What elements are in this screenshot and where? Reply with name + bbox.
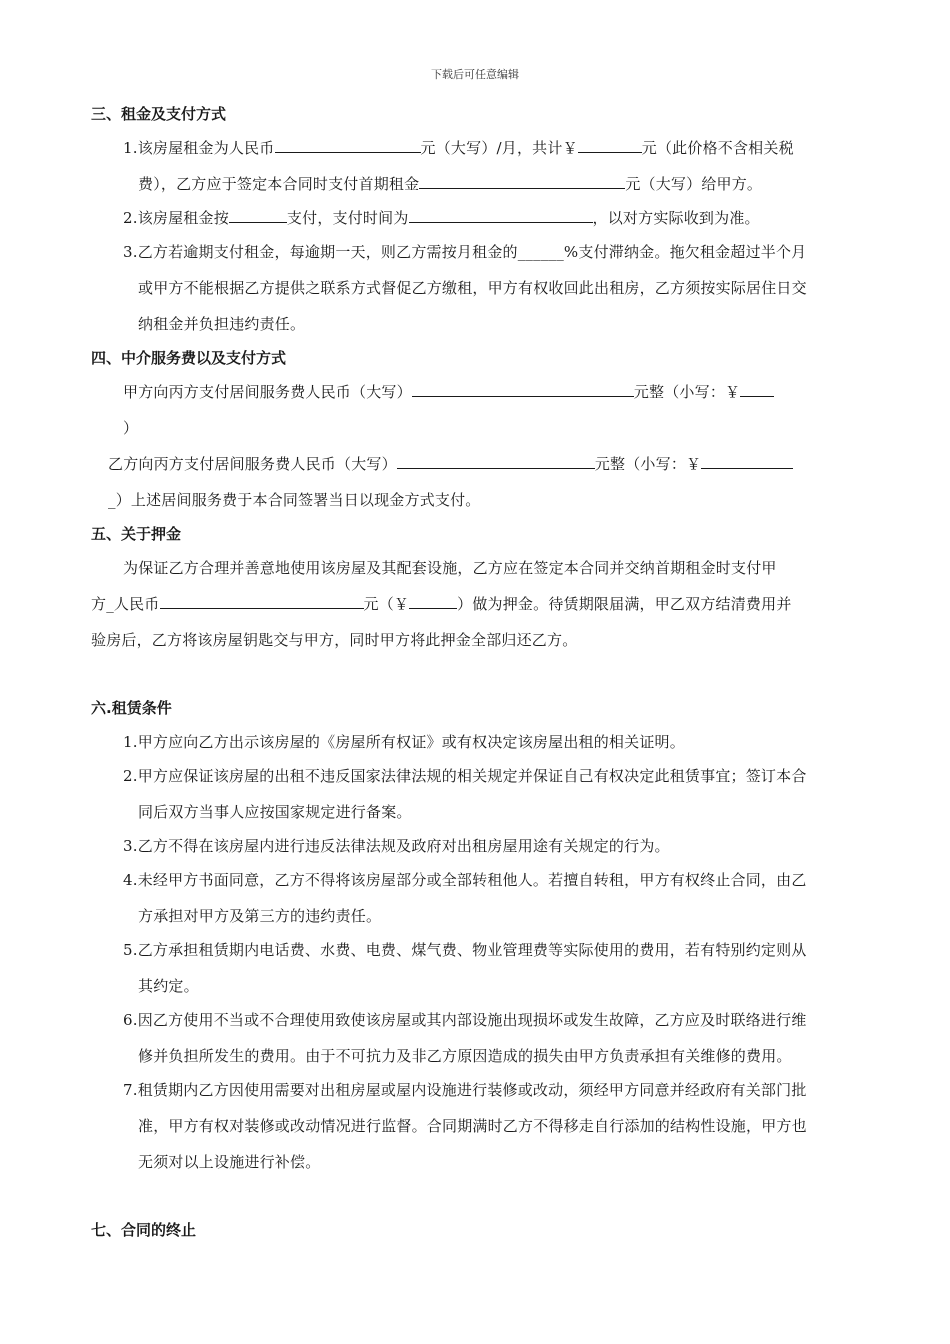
s4-line-2: ） — [123, 419, 139, 437]
s4-line-3 — [108, 453, 793, 474]
header-note: 下载后可任意编辑 — [431, 68, 519, 81]
section-7-title: 七、合同的终止 — [91, 1221, 197, 1239]
s6-line: 其约定。 — [138, 977, 199, 995]
s3-line-1-text-b: 元（大写）/月，共计￥ — [420, 139, 578, 157]
blank-fee-a-words[interactable] — [412, 381, 634, 397]
s3-line-1 — [123, 137, 794, 158]
s5-line-2 — [91, 593, 792, 614]
s5-line-2-text-c: ）做为押金。待赁期限届满，甲乙双方结清费用并 — [457, 595, 792, 613]
s3-line-3-text-c: ，以对方实际收到为准。 — [592, 209, 760, 227]
s3-line-3-text-a: 2.该房屋租金按 — [123, 209, 229, 227]
s5-line-2-text-b: 元（￥ — [363, 595, 410, 613]
blank-first-rent-words[interactable] — [419, 173, 625, 189]
s3-line-3 — [123, 207, 760, 228]
s3-line-1-text-a: 1.该房屋租金为人民币 — [123, 139, 275, 157]
s6-line: 准，甲方有权对装修或改动情况进行监督。合同期满时乙方不得移走自行添加的结构性设施，甲方也 — [138, 1117, 807, 1135]
blank-total-rent[interactable] — [578, 137, 642, 153]
blank-payment-period[interactable] — [229, 207, 287, 223]
blank-fee-b-words[interactable] — [397, 453, 595, 469]
s3-line-2 — [138, 173, 762, 194]
s3-line-3-text-b: 支付，支付时间为 — [286, 209, 409, 227]
s6-line: 方承担对甲方及第三方的违约责任。 — [138, 907, 382, 925]
s6-line: 3.乙方不得在该房屋内进行违反法律法规及政府对出租房屋用途有关规定的行为。 — [123, 837, 670, 855]
s3-line-2-text-a: 费），乙方应于签定本合同时支付首期租金 — [138, 175, 420, 193]
s6-line: 7.租赁期内乙方因使用需要对出租房屋或屋内设施进行装修或改动，须经甲方同意并经政府有关部门批 — [123, 1081, 807, 1099]
s4-line-4-text-a: _ — [108, 491, 116, 509]
s6-line: 6.因乙方使用不当或不合理使用致使该房屋或其内部设施出现损坏或发生故障，乙方应及时联络进行维 — [123, 1011, 807, 1029]
blank-payment-time[interactable] — [409, 207, 593, 223]
blank-deposit-number[interactable] — [409, 593, 457, 609]
s6-line: 4.未经甲方书面同意，乙方不得将该房屋部分或全部转租他人。若擅自转租，甲方有权终止合同，由乙 — [123, 871, 807, 889]
section-4-title: 四、中介服务费以及支付方式 — [91, 349, 287, 367]
blank-deposit-words[interactable] — [160, 593, 364, 609]
s4-line-1 — [123, 381, 774, 402]
s4-line-3-text-a: 乙方向丙方支付居间服务费人民币（大写） — [108, 455, 397, 473]
s6-line: 修并负担所发生的费用。由于不可抗力及非乙方原因造成的损失由甲方负责承担有关维修的费用。 — [138, 1047, 792, 1065]
s3-line-1-text-c: 元（此价格不含相关税 — [641, 139, 794, 157]
section-6-title: 六.租赁条件 — [91, 699, 172, 717]
s3-line-4: 3.乙方若逾期支付租金，每逾期一天，则乙方需按月租金的______%支付滞纳金。拖欠租金超过半个月 — [123, 243, 807, 261]
s4-line-1-text-b: 元整（小写：￥ — [633, 383, 741, 401]
blank-fee-b-number[interactable] — [701, 453, 793, 469]
s5-line-3: 验房后，乙方将该房屋钥匙交与甲方，同时甲方将此押金全部归还乙方。 — [91, 631, 578, 649]
s3-line-2-text-b: 元（大写）给甲方。 — [625, 175, 763, 193]
s6-line: 同后双方当事人应按国家规定进行备案。 — [138, 803, 412, 821]
s6-line: 5.乙方承担租赁期内电话费、水费、电费、煤气费、物业管理费等实际使用的费用，若有特别约定则从 — [123, 941, 807, 959]
section-5-title: 五、关于押金 — [91, 525, 182, 543]
blank-monthly-rent-words[interactable] — [275, 137, 421, 153]
s6-line: 2.甲方应保证该房屋的出租不违反国家法律法规的相关规定并保证自己有权决定此租赁事宜；签订本合 — [123, 767, 807, 785]
s3-line-6: 纳租金并负担违约责任。 — [138, 315, 306, 333]
s5-line-1: 为保证乙方合理并善意地使用该房屋及其配套设施，乙方应在签定本合同并交纳首期租金时支付甲 — [123, 559, 777, 577]
s5-line-2-text-a: 方_人民币 — [91, 595, 160, 613]
s6-line: 无须对以上设施进行补偿。 — [138, 1153, 321, 1171]
s6-line: 1.甲方应向乙方出示该房屋的《房屋所有权证》或有权决定该房屋出租的相关证明。 — [123, 733, 685, 751]
section-3-title: 三、租金及支付方式 — [91, 105, 227, 123]
s4-line-4 — [108, 489, 481, 510]
s4-line-4-text-b: ）上述居间服务费于本合同签署当日以现金方式支付。 — [115, 491, 481, 509]
s4-line-3-text-b: 元整（小写：￥ — [594, 455, 702, 473]
blank-fee-a-number[interactable] — [740, 381, 774, 397]
s3-line-5: 或甲方不能根据乙方提供之联系方式督促乙方缴租，甲方有权收回此出租房，乙方须按实际居住日交 — [138, 279, 807, 297]
s4-line-1-text-a: 甲方向丙方支付居间服务费人民币（大写） — [123, 383, 412, 401]
